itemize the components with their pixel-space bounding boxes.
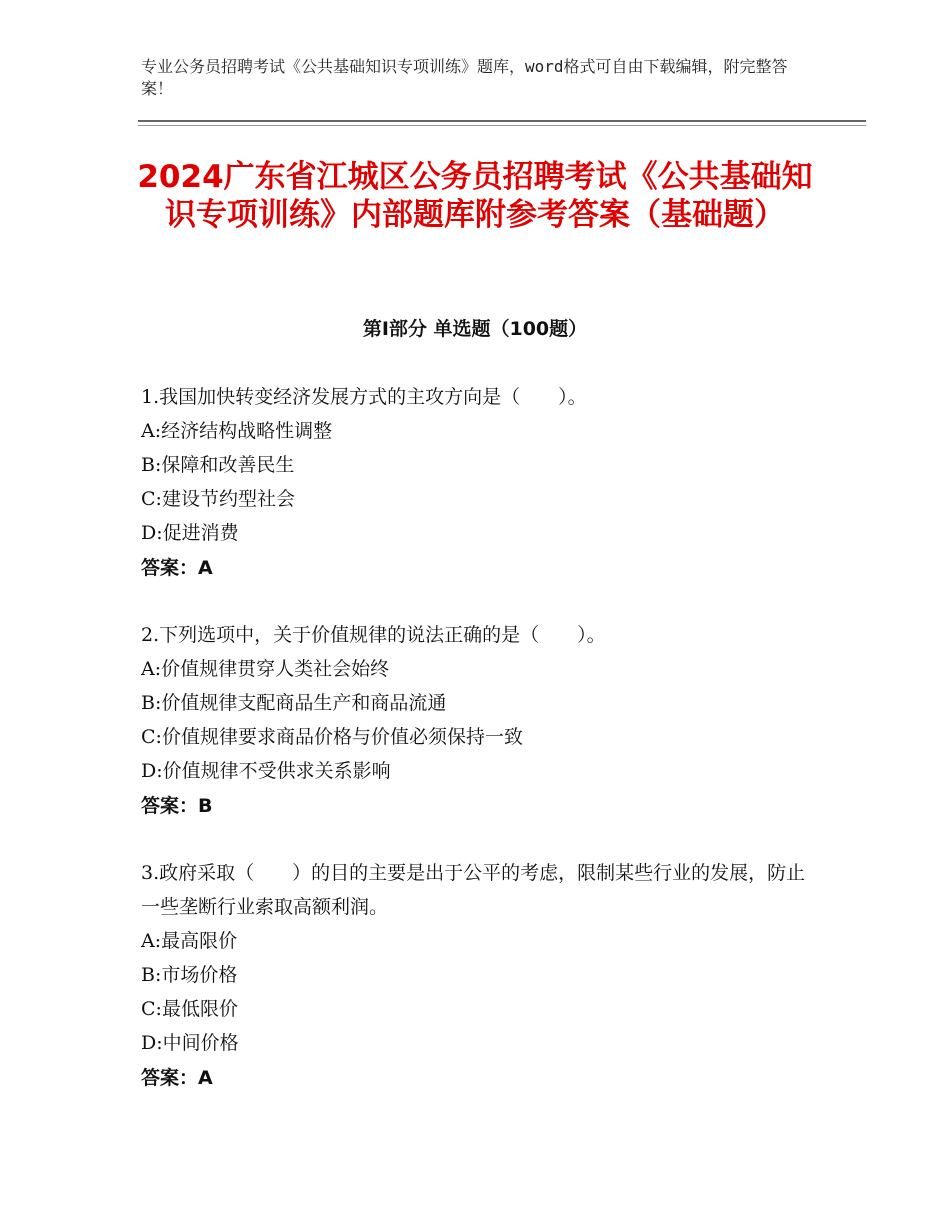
question-1 (141, 380, 821, 586)
question-stem: 3.政府采取（ ）的目的主要是出于公平的考虑，限制某些行业的发展，防止一些垄断行业索取高额利润。 (141, 862, 806, 918)
option-c: C:建设节约型社会 (141, 488, 295, 510)
section-heading: 第Ⅰ部分 单选题（100题） (362, 318, 588, 340)
option-d: D:价值规律不受供求关系影响 (141, 760, 391, 782)
question-3 (141, 856, 821, 1096)
question-stem: 1.我国加快转变经济发展方式的主攻方向是（ ）。 (141, 386, 587, 408)
option-b: B:市场价格 (141, 964, 238, 986)
answer: 答案：A (141, 1067, 213, 1089)
header-divider (138, 120, 866, 122)
header-divider-thin (138, 125, 866, 126)
header-note: 专业公务员招聘考试《公共基础知识专项训练》题库，word格式可自由下载编辑，附完整答案！ (141, 57, 788, 98)
option-d: D:中间价格 (141, 1032, 239, 1054)
question-2 (141, 618, 821, 824)
option-c: C:价值规律要求商品价格与价值必须保持一致 (141, 726, 523, 748)
question-list (141, 380, 821, 1128)
answer: 答案：B (141, 795, 213, 817)
option-b: B:价值规律支配商品生产和商品流通 (141, 692, 447, 714)
option-a: A:价值规律贯穿人类社会始终 (141, 658, 390, 680)
option-b: B:保障和改善民生 (141, 454, 295, 476)
option-d: D:促进消费 (141, 522, 239, 544)
option-c: C:最低限价 (141, 998, 238, 1020)
option-a: A:经济结构战略性调整 (141, 420, 333, 442)
option-a: A:最高限价 (141, 930, 238, 952)
answer: 答案：A (141, 557, 213, 579)
question-stem: 2.下列选项中，关于价值规律的说法正确的是（ ）。 (141, 624, 606, 646)
document-title: 2024广东省江城区公务员招聘考试《公共基础知识专项训练》内部题库附参考答案（基础题） (137, 159, 813, 233)
